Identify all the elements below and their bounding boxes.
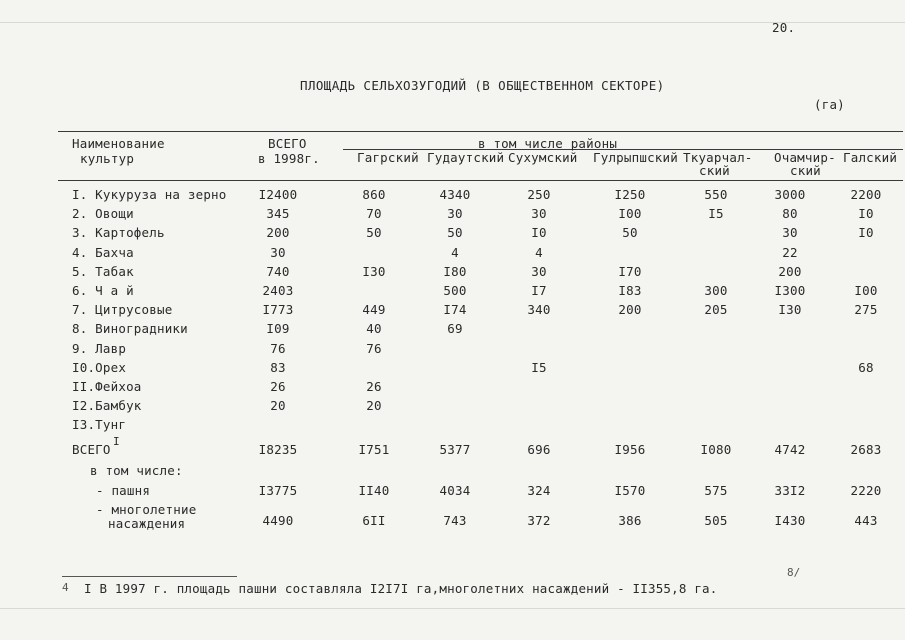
row-district-value: 550 (704, 187, 728, 202)
row-district-value: 275 (854, 302, 878, 317)
subrow-district-value: 505 (704, 513, 728, 528)
row-total-value: 26 (270, 379, 286, 394)
row-district-value: 300 (704, 283, 728, 298)
row-district-value: 80 (782, 206, 798, 221)
row-district-value: 70 (366, 206, 382, 221)
row-district-value: I300 (774, 283, 806, 298)
paper-fold-line-bottom (0, 608, 905, 609)
subrow-district-value: 6II (362, 513, 386, 528)
row-label: 5. Табак (72, 264, 134, 279)
row-label: 3. Картофель (72, 225, 165, 240)
subrow-district-value: 324 (527, 483, 551, 498)
row-total-value: 30 (270, 245, 286, 260)
row-total-value: I773 (262, 302, 294, 317)
district-header: Очамчир- (774, 150, 836, 165)
subrow-district-value: 443 (854, 513, 878, 528)
district-header-line2: ский (790, 163, 821, 178)
subrow-district-value: 2220 (850, 483, 882, 498)
row-district-value: 200 (778, 264, 802, 279)
subrow-district-value: 4034 (439, 483, 471, 498)
row-district-value: I7 (531, 283, 547, 298)
footnote-mark: 4 (62, 581, 69, 594)
total-row-district-value: 2683 (850, 442, 882, 457)
paper-fold-line (0, 22, 905, 23)
district-header: Сухумский (508, 150, 578, 165)
row-label: 4. Бахча (72, 245, 134, 260)
row-total-value: I09 (266, 321, 290, 336)
row-district-value: I0 (858, 206, 874, 221)
district-header: Гудаутский (427, 150, 505, 165)
row-label: 8. Виноградники (72, 321, 188, 336)
subrow-district-value: I430 (774, 513, 806, 528)
footnote: I В 1997 г. площадь пашни составляла I2I7I га,многолетних насаждений - II355,8 га. (84, 581, 718, 596)
row-district-value: I5 (531, 360, 547, 375)
row-district-value: I00 (618, 206, 642, 221)
row-district-value: 50 (622, 225, 638, 240)
row-label: I. Кукуруза на зерно (72, 187, 227, 202)
district-header: Галский (843, 150, 898, 165)
row-district-value: 20 (366, 398, 382, 413)
row-district-value: 30 (531, 206, 547, 221)
total-row-district-value: I751 (358, 442, 390, 457)
row-label: 7. Цитрусовые (72, 302, 173, 317)
row-district-value: 4340 (439, 187, 471, 202)
row-district-value: I30 (778, 302, 802, 317)
column-header-name: Наименование (72, 136, 165, 151)
row-district-value: 205 (704, 302, 728, 317)
row-label: 2. Овощи (72, 206, 134, 221)
row-total-value: 200 (266, 225, 290, 240)
total-row-district-value: 696 (527, 442, 551, 457)
total-row-district-value: 5377 (439, 442, 471, 457)
row-total-value: 83 (270, 360, 286, 375)
subrow-total-value: I3775 (258, 483, 298, 498)
row-district-value: 30 (782, 225, 798, 240)
row-district-value: 200 (618, 302, 642, 317)
subrow-district-value: 575 (704, 483, 728, 498)
row-district-value: 340 (527, 302, 551, 317)
row-label: I2.Бамбук (72, 398, 142, 413)
row-district-value: 860 (362, 187, 386, 202)
row-district-value: 30 (447, 206, 463, 221)
subrow-district-value: 33I2 (774, 483, 806, 498)
row-district-value: 250 (527, 187, 551, 202)
row-district-value: 40 (366, 321, 382, 336)
header-bottom-rule (58, 180, 903, 181)
row-label: I0.Орех (72, 360, 127, 375)
row-district-value: I0 (858, 225, 874, 240)
column-header-name-2: культур (80, 151, 135, 166)
subrow-label-line2: насаждения (108, 516, 186, 531)
row-district-value: I0 (531, 225, 547, 240)
subrow-district-value: 386 (618, 513, 642, 528)
total-row-total-value: I8235 (258, 442, 298, 457)
row-total-value: 76 (270, 341, 286, 356)
total-row-district-value: I956 (614, 442, 646, 457)
district-header-line2: ский (699, 163, 730, 178)
row-total-value: 345 (266, 206, 290, 221)
row-district-value: 50 (447, 225, 463, 240)
total-row-district-value: 4742 (774, 442, 806, 457)
row-district-value: 22 (782, 245, 798, 260)
corner-mark: 8/ (787, 566, 801, 579)
including-label: в том числе: (90, 463, 183, 478)
subrow-label: - пашня (96, 483, 151, 498)
row-district-value: I74 (443, 302, 467, 317)
unit-label: (га) (814, 97, 845, 112)
row-total-value: 2403 (262, 283, 294, 298)
row-district-value: I00 (854, 283, 878, 298)
row-district-value: 500 (443, 283, 467, 298)
column-header-total-2: в 1998г. (258, 151, 320, 166)
row-district-value: I30 (362, 264, 386, 279)
district-header: Гагрский (357, 150, 419, 165)
district-header: Гулрыпшский (593, 150, 678, 165)
row-district-value: 76 (366, 341, 382, 356)
footnote-rule (62, 576, 237, 577)
row-district-value: 68 (858, 360, 874, 375)
subrow-label: - многолетние (96, 502, 197, 517)
table-top-rule (58, 131, 903, 132)
row-total-value: 740 (266, 264, 290, 279)
row-district-value: 2200 (850, 187, 882, 202)
districts-caption: в том числе районы (478, 136, 618, 151)
column-header-total: ВСЕГО (268, 136, 307, 151)
row-district-value: 449 (362, 302, 386, 317)
row-district-value: 69 (447, 321, 463, 336)
row-district-value: I83 (618, 283, 642, 298)
row-district-value: I5 (708, 206, 724, 221)
row-label: II.Фейхоа (72, 379, 142, 394)
row-district-value: I80 (443, 264, 467, 279)
total-row-label: ВСЕГО (72, 442, 111, 457)
page-number: 20. (772, 20, 796, 35)
row-district-value: 4 (451, 245, 459, 260)
subrow-district-value: 743 (443, 513, 467, 528)
row-district-value: 26 (366, 379, 382, 394)
row-district-value: I250 (614, 187, 646, 202)
row-district-value: I70 (618, 264, 642, 279)
row-district-value: 3000 (774, 187, 806, 202)
subrow-district-value: II40 (358, 483, 390, 498)
row-district-value: 30 (531, 264, 547, 279)
row-total-value: I2400 (258, 187, 298, 202)
subrow-district-value: I570 (614, 483, 646, 498)
total-row-footnote-ref: I (113, 435, 120, 448)
subrow-total-value: 4490 (262, 513, 294, 528)
total-row-district-value: I080 (700, 442, 732, 457)
row-label: I3.Тунг (72, 417, 127, 432)
page-title: ПЛОЩАДЬ СЕЛЬХОЗУГОДИЙ (В ОБЩЕСТВЕННОМ СЕКТОРЕ) (300, 78, 665, 93)
row-label: 9. Лавр (72, 341, 127, 356)
subrow-district-value: 372 (527, 513, 551, 528)
row-total-value: 20 (270, 398, 286, 413)
row-district-value: 50 (366, 225, 382, 240)
row-label: 6. Ч а й (72, 283, 134, 298)
district-header: Ткуарчал- (683, 150, 753, 165)
row-district-value: 4 (535, 245, 543, 260)
